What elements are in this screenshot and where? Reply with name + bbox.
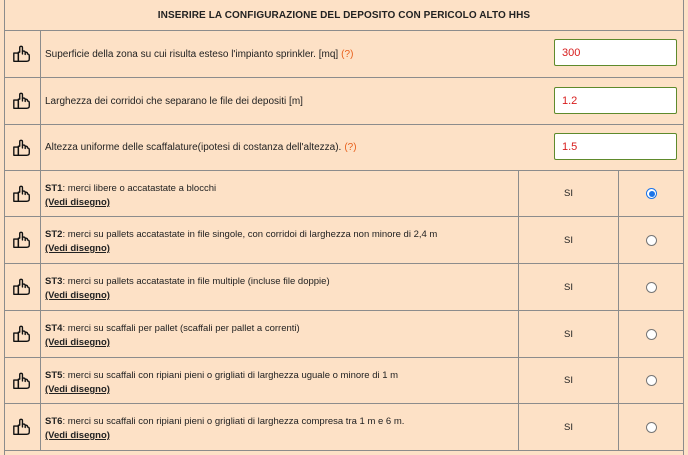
si-label: SI xyxy=(518,311,619,357)
radio-st6[interactable] xyxy=(646,422,657,433)
option-description: ST2: merci su pallets accatastate in file singole, con corridoi di larghezza non minore di 2,4 m (Vedi disegno) xyxy=(45,229,438,254)
vedi-disegno-link[interactable]: (Vedi disegno) xyxy=(45,384,110,395)
pointing-hand-icon xyxy=(4,217,41,263)
option-description: ST1: merci libere o accatastate a blocchi (Vedi disegno) xyxy=(45,183,217,208)
option-description: ST4: merci su scaffali per pallet (scaffali per pallet a correnti) (Vedi disegno) xyxy=(45,323,300,348)
option-row-st5 xyxy=(4,358,684,404)
pointing-hand-icon xyxy=(4,31,41,77)
pointing-hand-icon xyxy=(4,78,41,124)
form-title: INSERIRE LA CONFIGURAZIONE DEL DEPOSITO CON PERICOLO ALTO HHS xyxy=(4,0,684,31)
option-description: ST5: merci su scaffali con ripiani pieni o grigliati di larghezza uguale o minore di 1 m (Vedi disegno) xyxy=(45,370,399,395)
pointing-hand-icon xyxy=(4,125,41,170)
pointing-hand-icon xyxy=(4,311,41,357)
field-label: Superficie della zona su cui risulta esteso l'impianto sprinkler. [mq] (?) xyxy=(45,48,354,60)
pointing-hand-icon xyxy=(4,358,41,403)
option-description: ST6: merci su scaffali con ripiani pieni o grigliati di larghezza compresa tra 1 m e 6 m. (Vedi disegno) xyxy=(45,416,405,441)
input-row-superficie xyxy=(4,31,684,78)
option-row-st6 xyxy=(4,404,684,451)
si-label: SI xyxy=(518,171,619,216)
option-description: ST3: merci su pallets accatastate in file multiple (incluse file doppie) (Vedi disegno) xyxy=(45,276,330,301)
radio-st3[interactable] xyxy=(646,282,657,293)
input-row-altezza xyxy=(4,125,684,171)
field-label: Altezza uniforme delle scaffalature(ipotesi di costanza dell'altezza). (?) xyxy=(45,142,357,153)
vedi-disegno-link[interactable]: (Vedi disegno) xyxy=(45,197,110,208)
vedi-disegno-link[interactable]: (Vedi disegno) xyxy=(45,243,110,254)
si-label: SI xyxy=(518,217,619,263)
pointing-hand-icon xyxy=(4,404,41,450)
pointing-hand-icon xyxy=(4,264,41,310)
pointing-hand-icon xyxy=(4,171,41,216)
field-label: Larghezza dei corridoi che separano le file dei depositi [m] xyxy=(45,95,303,107)
radio-st1[interactable] xyxy=(646,188,657,199)
vedi-disegno-link[interactable]: (Vedi disegno) xyxy=(45,290,110,301)
help-link[interactable]: (?) xyxy=(341,48,354,60)
altezza-scaffalature-input[interactable] xyxy=(554,133,677,160)
si-label: SI xyxy=(518,358,619,403)
radio-st5[interactable] xyxy=(646,375,657,386)
vedi-disegno-link[interactable]: (Vedi disegno) xyxy=(45,430,110,441)
si-label: SI xyxy=(518,264,619,310)
superficie-input[interactable] xyxy=(554,39,677,66)
input-row-larghezza xyxy=(4,78,684,125)
larghezza-corridoi-input[interactable] xyxy=(554,87,677,114)
option-row-st1 xyxy=(4,171,684,217)
vedi-disegno-link[interactable]: (Vedi disegno) xyxy=(45,337,110,348)
option-row-st3 xyxy=(4,264,684,311)
help-link[interactable]: (?) xyxy=(344,142,357,153)
option-row-st4 xyxy=(4,311,684,358)
radio-st4[interactable] xyxy=(646,329,657,340)
radio-st2[interactable] xyxy=(646,235,657,246)
option-row-st2 xyxy=(4,217,684,264)
si-label: SI xyxy=(518,404,619,450)
